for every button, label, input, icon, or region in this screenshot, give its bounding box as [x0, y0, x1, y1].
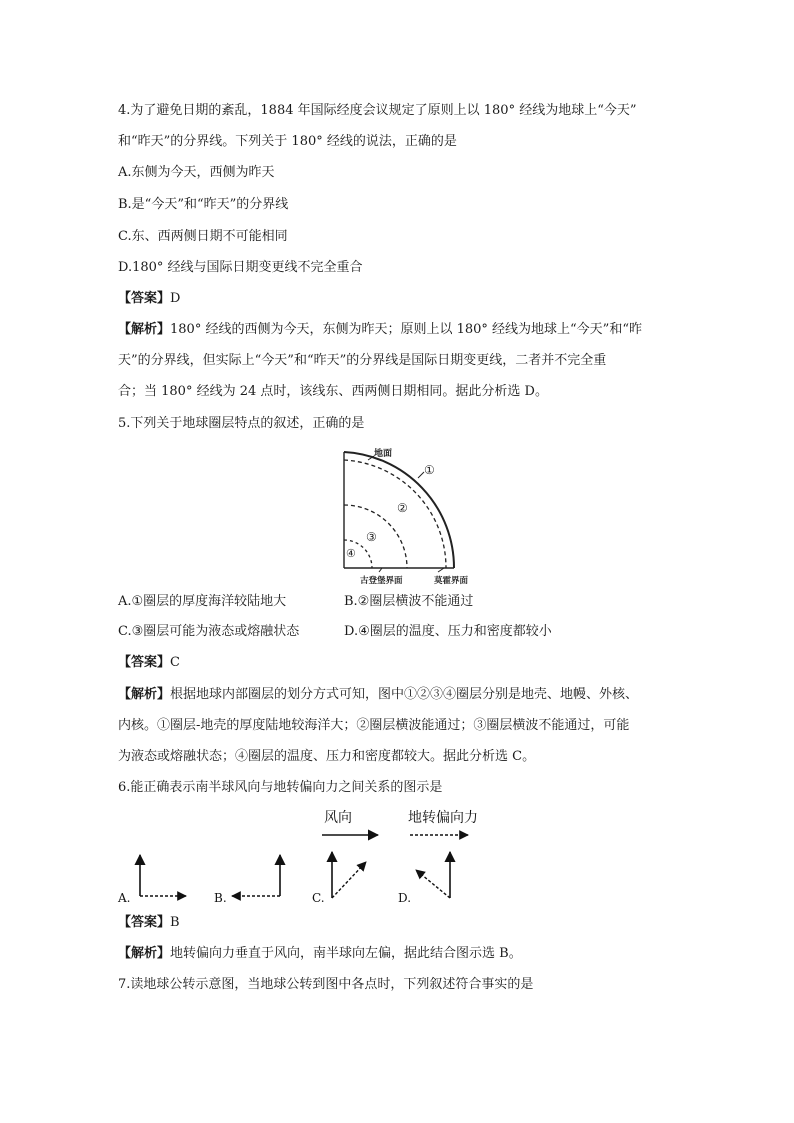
q4-analysis-line2: 天”的分界线，但实际上“今天”和“昨天”的分界线是国际日期变更线，二者并不完全重: [118, 353, 607, 368]
q6-analysis-text1: 地转偏向力垂直于风向，南半球向左偏，据此结合图示选 B。: [170, 946, 522, 961]
legend-wind-label: 风向: [324, 810, 352, 826]
wind-coriolis-figure: [110, 800, 510, 910]
earth-layers-figure: [330, 440, 480, 588]
q4-analysis-line1: [118, 320, 642, 340]
q4-stem-line2: 和“昨天”的分界线。下列关于 180° 经线的说法，正确的是: [118, 134, 457, 149]
q5-analysis-line2: 内核。①圈层-地壳的厚度陆地较海洋大；②圈层横波能通过；③圈层横波不能通过，可能: [118, 718, 630, 733]
option-c-coriolis-arrow: [332, 862, 366, 898]
q4-answer-tag: 【答案】: [118, 291, 171, 306]
q5-analysis-tag: 【解析】: [118, 687, 171, 702]
q4-answer: [118, 289, 180, 309]
q6-stem: 6.能正确表示南半球风向与地转偏向力之间关系的图示是: [118, 780, 443, 795]
q5-stem: 5.下列关于地球圈层特点的叙述，正确的是: [118, 416, 365, 431]
legend-coriolis-label: 地转偏向力: [408, 810, 478, 826]
layer1-label: ①: [424, 463, 435, 477]
option-a-label: A.: [118, 891, 131, 905]
q4-stem-line1: 4.为了避免日期的紊乱，1884 年国际经度会议规定了原则上以 180° 经线为地球上“今天”: [118, 103, 637, 118]
gutenberg-label: 古登堡界面: [360, 576, 403, 586]
q5-option-d: D.④圈层的温度、压力和密度都较小: [344, 624, 552, 639]
q4-option-d: D.180° 经线与国际日期变更线不完全重合: [118, 260, 363, 275]
q5-analysis-line1: [118, 685, 638, 705]
moho-label: 莫霍界面: [434, 576, 469, 586]
q4-analysis-line3: 合；当 180° 经线为 24 点时，该线东、西两侧日期相同。据此分析选 D。: [118, 384, 548, 399]
q5-option-a: A.①圈层的厚度海洋较陆地大: [118, 594, 287, 609]
q5-answer-tag: 【答案】: [118, 655, 171, 670]
q6-answer: [118, 913, 180, 933]
q5-analysis-line3: 为液态或熔融状态；④圈层的温度、压力和密度都较大。据此分析选 C。: [118, 749, 536, 764]
q4-option-c: C.东、西两侧日期不可能相同: [118, 229, 288, 244]
q6-answer-value: B: [170, 915, 180, 930]
q5-analysis-text1: 根据地球内部圈层的划分方式可知，图中①②③④圈层分别是地壳、地幔、外核、: [170, 687, 639, 702]
q5-answer-value: C: [170, 655, 180, 670]
q5-answer: [118, 653, 180, 673]
q6-analysis-tag: 【解析】: [118, 946, 171, 961]
q5-option-c: C.③圈层可能为液态或熔融状态: [118, 624, 300, 639]
q4-answer-value: D: [170, 291, 181, 306]
q4-option-b: B.是“今天”和“昨天”的分界线: [118, 197, 289, 212]
layer2-label: ②: [397, 501, 408, 515]
option-b-label: B.: [214, 891, 227, 905]
q4-analysis-text1: 180° 经线的西侧为今天，东侧为昨天；原则上以 180° 经线为地球上“今天”和“昨: [170, 322, 642, 337]
q6-answer-tag: 【答案】: [118, 915, 171, 930]
q5-option-b: B.②圈层横波不能通过: [344, 594, 474, 609]
layer3-label: ③: [366, 530, 377, 544]
option-d-label: D.: [398, 891, 412, 905]
q7-stem: 7.读地球公转示意图，当地球公转到图中各点时，下列叙述符合事实的是: [118, 977, 534, 992]
option-d-coriolis-arrow: [416, 870, 450, 898]
option-c-label: C.: [312, 891, 325, 905]
q6-analysis-line1: [118, 944, 522, 964]
ground-label: 地面: [374, 449, 393, 459]
q4-option-a: A.东侧为今天，西侧为昨天: [118, 165, 275, 180]
q4-analysis-tag: 【解析】: [118, 322, 171, 337]
layer4-label: ④: [346, 547, 356, 560]
